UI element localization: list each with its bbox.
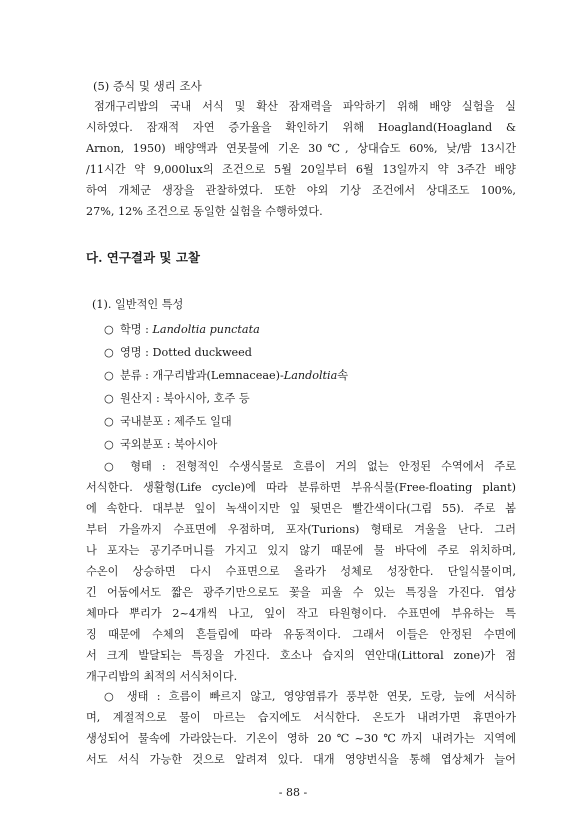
paragraph-line: /11시간 약 9,000lux의 조건으로 5월 20일부터 6월 13일까지 약 3주간 배양 xyxy=(86,163,516,176)
item-value: Landoltia punctata xyxy=(152,323,260,336)
paragraph-line: Arnon, 1950) 배양액과 연못물에 기온 30℃, 상대습도 60%, 낮/밤 13시간 xyxy=(86,142,516,155)
paragraph-line: 시하였다. 잠재적 자연 증가율을 확인하기 위해 Hoagland(Hoagland & xyxy=(86,121,516,134)
section-heading: (5) 증식 및 생리 조사 xyxy=(93,79,202,93)
bullet-circle: ○ xyxy=(104,438,114,451)
paragraph-line: 에 속한다. 대부분 잎이 녹색이지만 잎 뒷면은 빨간색이다(그림 55). 주로 봄 xyxy=(86,502,516,515)
paragraph-line: 27%, 12% 조건으로 동일한 실험을 수행하였다. xyxy=(86,205,323,218)
paragraph-line: 생성되어 물속에 가라앉는다. 기온이 영하 20℃~30℃까지 내려가는 지역에 xyxy=(86,732,516,745)
item-label: 국외분포 : 북아시아 xyxy=(120,438,218,451)
list-item xyxy=(104,387,348,410)
list-item xyxy=(104,341,348,364)
item-suffix: 속 xyxy=(337,369,349,382)
paragraph-line: 서식한다. 생활형(Life cycle)에 따라 분류하면 부유식물(Free-floating plant) xyxy=(86,481,516,494)
paragraph-line: 수온이 상승하면 다시 수표면으로 올라가 성체로 성장한다. 단일식물이며, xyxy=(86,565,516,578)
form-paragraph xyxy=(86,456,516,687)
paragraph-line: 징 때문에 수체의 흔들림에 따라 유동적이다. 그래서 이들은 안정된 수면에 xyxy=(86,628,516,641)
paragraph-line: ○ 형태 : 전형적인 수생식물로 흐름이 거의 없는 안정된 수역에서 주로 xyxy=(104,460,516,473)
list-item xyxy=(104,433,348,456)
bullet-circle: ○ xyxy=(104,392,114,405)
paragraph-line: ○ 생태 : 흐름이 빠르지 않고, 영양염류가 풍부한 연못, 도랑, 늪에 서식하 xyxy=(104,690,516,703)
bullet-circle: ○ xyxy=(104,415,114,428)
item-label: 원산지 : 북아시아, 호주 등 xyxy=(120,392,250,405)
bullet-circle: ○ xyxy=(104,346,114,359)
paragraph-line: 서 크게 발달되는 특징을 가진다. 호소나 습지의 연안대(Littoral zone)가 점 xyxy=(86,649,516,662)
item-label: 국내분포 : 제주도 일대 xyxy=(120,415,232,428)
ecology-paragraph xyxy=(86,686,516,770)
paragraph-line: 개구리밥의 최적의 서식처이다. xyxy=(86,670,238,683)
item-label: 학명 : xyxy=(120,323,153,336)
item-value: Landoltia xyxy=(283,369,338,382)
bullet-circle: ○ xyxy=(104,323,114,336)
page-number: - 88 - xyxy=(278,786,308,799)
list-item xyxy=(104,410,348,433)
list-item xyxy=(104,364,348,387)
subsection-heading: (1). 일반적인 특성 xyxy=(92,298,184,311)
characteristics-list xyxy=(104,318,348,456)
paragraph-line: 체마다 뿌리가 2~4개씩 나고, 잎이 작고 타원형이다. 수표면에 부유하는 특 xyxy=(86,607,516,620)
paragraph-line: 점개구리밥의 국내 서식 및 확산 잠재력을 파악하기 위해 배양 실험을 실 xyxy=(94,100,516,113)
chapter-heading: 다. 연구결과 및 고찰 xyxy=(86,250,201,265)
paragraph-line: 며, 계절적으로 물이 마르는 습지에도 서식한다. 온도가 내려가면 휴면아가 xyxy=(86,711,516,724)
bullet-circle: ○ xyxy=(104,369,114,382)
paragraph-line: 서도 서식 가능한 것으로 알려져 있다. 대개 영양번식을 통해 엽상체가 늘어 xyxy=(86,753,516,766)
list-item xyxy=(104,318,348,341)
paragraph-line: 나 포자는 공기주머니를 가지고 있지 않기 때문에 물 바닥에 주로 위치하며, xyxy=(86,544,516,557)
paragraph-line: 부터 가을까지 수표면에 우점하며, 포자(Turions) 형태로 겨울을 난다. 그러 xyxy=(86,523,516,536)
item-label: 분류 : 개구리밥과(Lemnaceae)- xyxy=(120,369,284,382)
item-value: Dotted duckweed xyxy=(152,346,252,359)
paragraph-line: 하여 개체군 생장을 관찰하였다. 또한 야외 기상 조건에서 상대조도 100%, xyxy=(86,184,516,197)
paragraph-line: 긴 어둠에서도 짧은 광주기만으로도 꽃을 피울 수 있는 특징을 가진다. 엽상 xyxy=(86,586,516,599)
section-paragraph xyxy=(86,96,516,222)
item-label: 영명 : xyxy=(120,346,153,359)
